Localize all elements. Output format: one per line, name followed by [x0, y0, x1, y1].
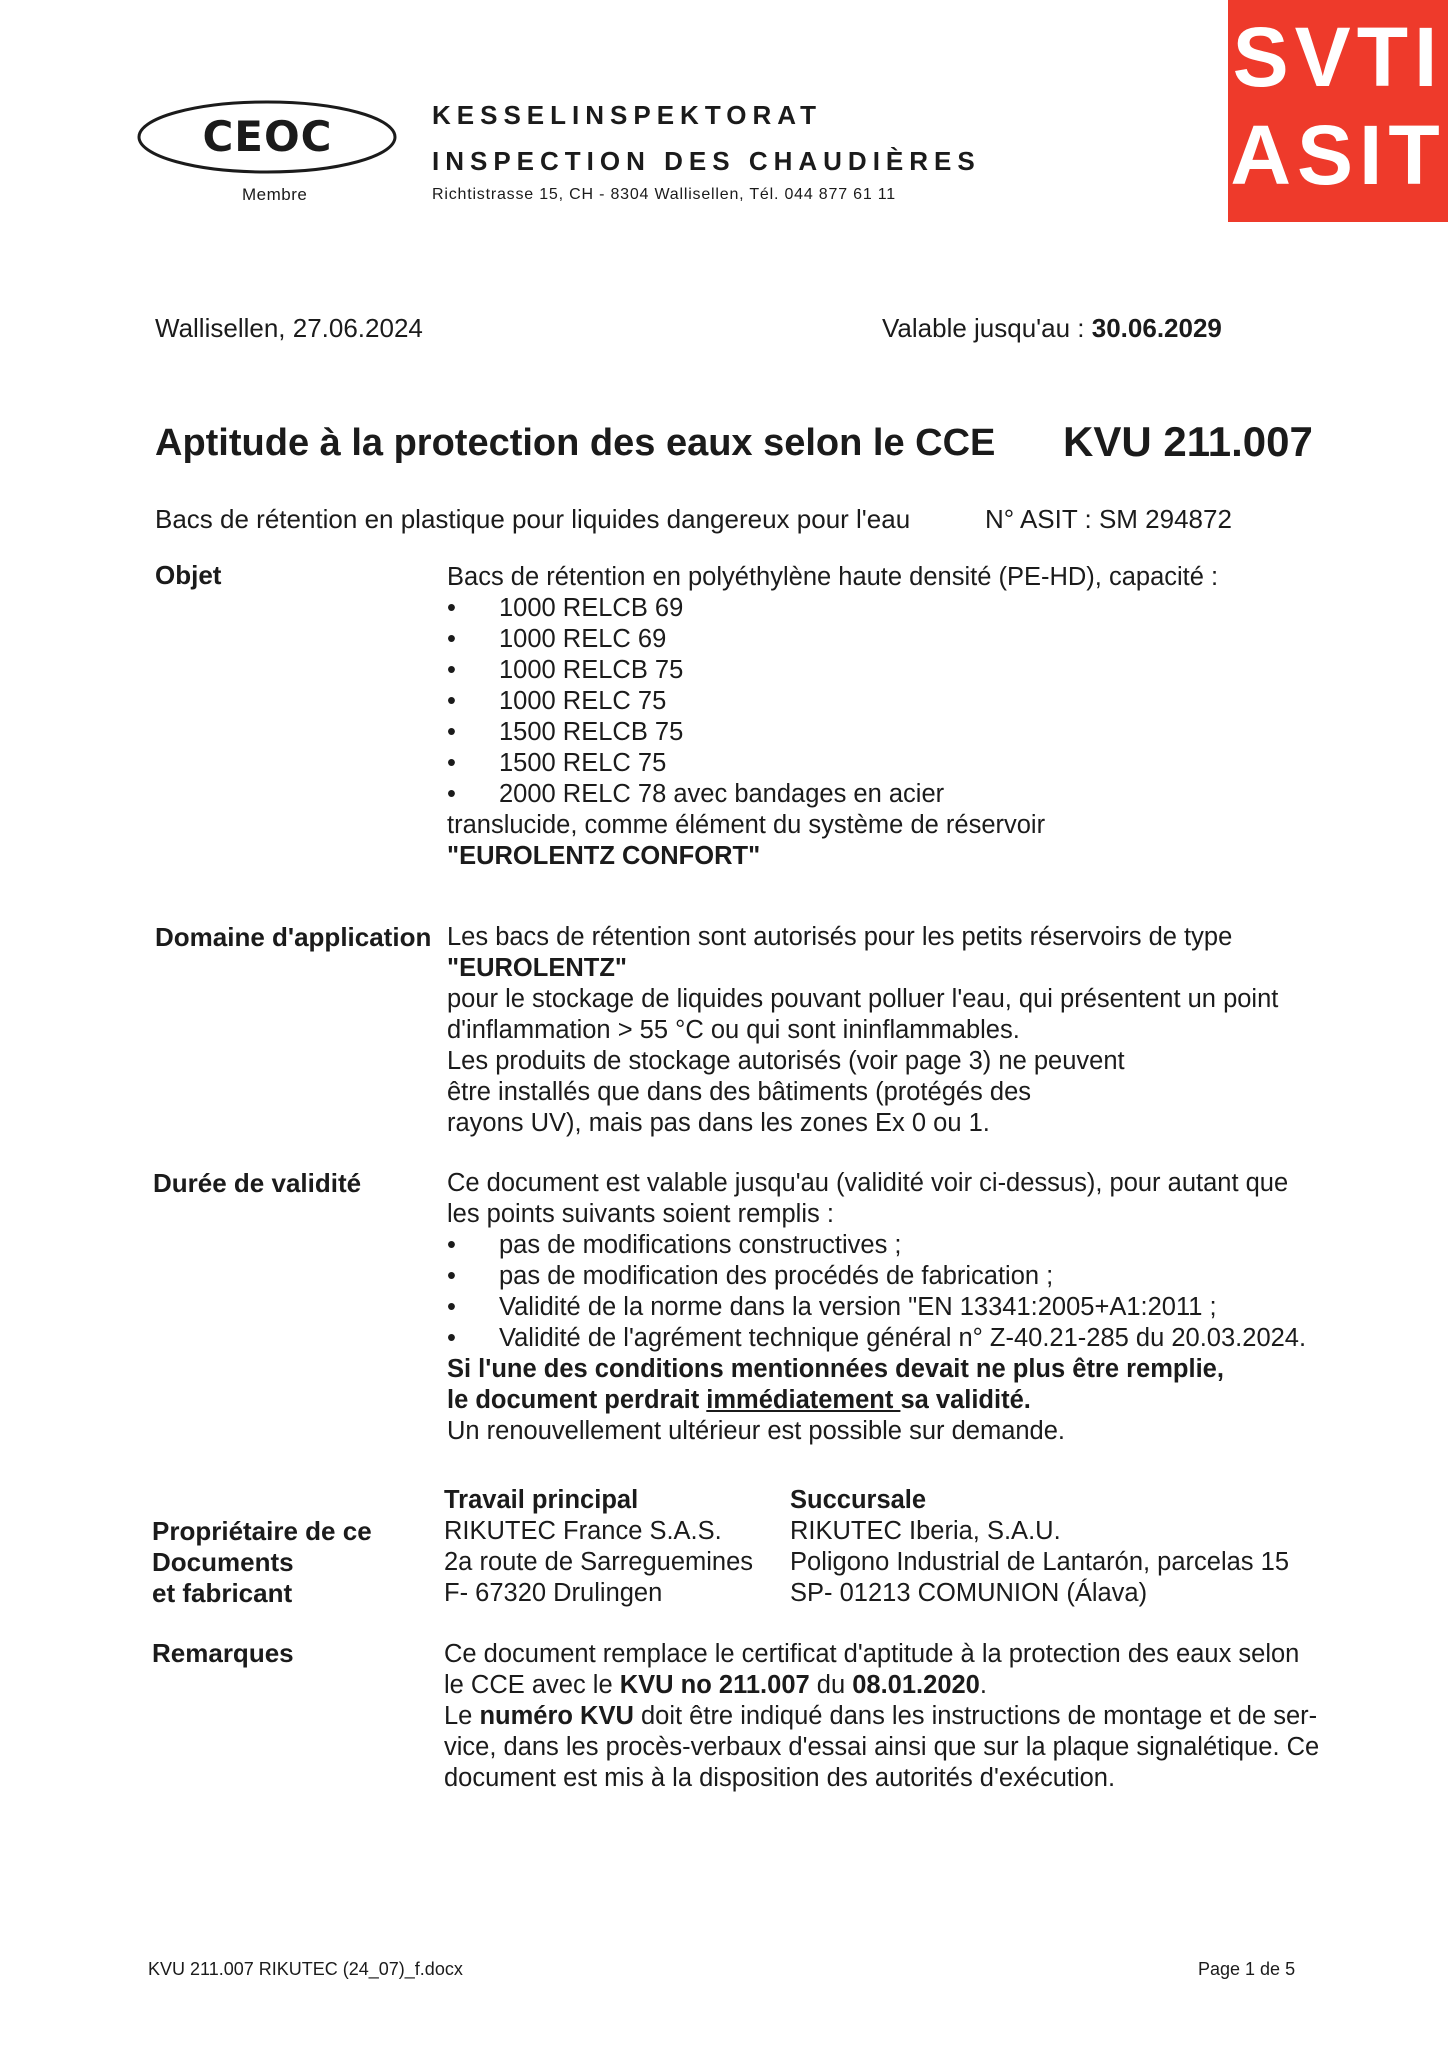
list-item: • pas de modifications constructives ; [447, 1230, 1367, 1261]
ceoc-logo [135, 98, 400, 176]
list-item: • 1000 RELC 75 [447, 686, 1347, 717]
duree-list [447, 1230, 1367, 1354]
domaine-type-name: "EUROLENTZ" [447, 954, 628, 982]
inspectorate-name-fr: INSPECTION DES CHAUDIÈRES [432, 146, 981, 176]
main-works-line2: 2a route de Sarreguemines [444, 1548, 754, 1576]
objet-line-after: translucide, comme élément du système de réservoir [447, 811, 1046, 839]
list-item: • 1000 RELCB 75 [447, 655, 1347, 686]
duree-bold2c: sa validité. [900, 1386, 1031, 1414]
duree-bold2b: immédiatement [706, 1386, 901, 1414]
list-item: • 1500 RELC 75 [447, 748, 1347, 779]
remarques-line3c: doit être indiqué dans les instructions de montage et de ser- [633, 1702, 1318, 1730]
remarques-kvu-ref: KVU no 211.007 [619, 1671, 810, 1699]
inspectorate-address: Richtistrasse 15, CH - 8304 Wallisellen, Tél. 044 877 61 11 [432, 186, 897, 203]
objet-system-name: "EUROLENTZ CONFORT" [447, 842, 761, 870]
list-item: • Validité de la norme dans la version "EN 13341:2005+A1:2011 ; [447, 1292, 1367, 1323]
remarques-line2e: . [979, 1671, 987, 1699]
inspectorate-name-de: KESSELINSPEKTORAT [432, 100, 822, 130]
proprietaire-label-line3: et fabricant [152, 1578, 293, 1608]
branch-line2: Poligono Industrial de Lantarón, parcelas 15 [790, 1548, 1290, 1576]
domaine-line5: Les produits de stockage autorisés (voir page 3) ne peuvent [447, 1047, 1125, 1075]
domaine-section [447, 922, 1347, 1139]
valid-until-date: 30.06.2029 [1091, 313, 1222, 343]
main-works-line1: RIKUTEC France S.A.S. [444, 1517, 722, 1545]
objet-label: Objet [155, 560, 222, 590]
branch-line1: RIKUTEC Iberia, S.A.U. [790, 1517, 1061, 1545]
remarques-line2c: du [809, 1671, 853, 1699]
valid-until [882, 313, 1222, 344]
duree-bold-line1: Si l'une des conditions mentionnées devait ne plus être remplie, [447, 1355, 1224, 1383]
ceoc-logo-text: CEOC [202, 112, 333, 161]
domaine-label: Domaine d'application [155, 922, 432, 952]
objet-list [447, 593, 1347, 810]
footer-filename: KVU 211.007 RIKUTEC (24_07)_f.docx [148, 1959, 463, 1979]
kvu-number: KVU 211.007 [1063, 418, 1313, 465]
remarques-line2a: le CCE avec le [444, 1671, 620, 1699]
remarques-line5: document est mis à la disposition des autorités d'exécution. [444, 1764, 1116, 1792]
list-item: • 1500 RELCB 75 [447, 717, 1347, 748]
duree-bold2a: le document perdrait [447, 1386, 707, 1414]
svti-logo-line1: SVTI [1232, 10, 1444, 104]
remarques-line3 [444, 1701, 1364, 1732]
duree-line2: les points suivants soient remplis : [447, 1200, 834, 1228]
proprietaire-label-line1: Propriétaire de ce [152, 1516, 372, 1546]
document-subtitle: Bacs de rétention en plastique pour liquides dangereux pour l'eau [155, 504, 911, 534]
list-item: • 2000 RELC 78 avec bandages en acier [447, 779, 1347, 810]
list-item: • 1000 RELC 69 [447, 624, 1347, 655]
remarques-section [444, 1639, 1364, 1794]
duree-line1: Ce document est valable jusqu'au (validité voir ci-dessus), pour autant que [447, 1169, 1289, 1197]
objet-section [447, 562, 1347, 872]
list-item: • Validité de l'agrément technique général n° Z-40.21-285 du 20.03.2024. [447, 1323, 1367, 1354]
main-works-header: Travail principal [444, 1486, 639, 1514]
objet-intro: Bacs de rétention en polyéthylène haute densité (PE-HD), capacité : [447, 563, 1219, 591]
footer-page-number: Page 1 de 5 [1198, 1959, 1296, 1979]
remarques-date-ref: 08.01.2020 [852, 1671, 980, 1699]
place-date: Wallisellen, 27.06.2024 [155, 313, 423, 343]
domaine-line3: pour le stockage de liquides pouvant polluer l'eau, qui présentent un point [447, 985, 1279, 1013]
list-item: • pas de modification des procédés de fabrication ; [447, 1261, 1367, 1292]
remarques-line4: vice, dans les procès-verbaux d'essai ainsi que sur la plaque signalétique. Ce [444, 1733, 1320, 1761]
domaine-line1: Les bacs de rétention sont autorisés pour les petits réservoirs de type [447, 923, 1233, 951]
remarques-label: Remarques [152, 1638, 294, 1668]
duree-line-last: Un renouvellement ultérieur est possible sur demande. [447, 1417, 1066, 1445]
branch-header: Succursale [790, 1486, 927, 1514]
domaine-line7: rayons UV), mais pas dans les zones Ex 0 ou 1. [447, 1109, 990, 1137]
valid-until-label: Valable jusqu'au : [882, 313, 1085, 343]
list-item: • 1000 RELCB 69 [447, 593, 1347, 624]
asit-number: N° ASIT : SM 294872 [985, 504, 1232, 534]
remarques-kvu-label: numéro KVU [479, 1702, 634, 1730]
remarques-line3a: Le [444, 1702, 480, 1730]
proprietaire-label [152, 1516, 372, 1609]
main-works-column [444, 1485, 784, 1609]
branch-column [790, 1485, 1350, 1609]
remarques-line2 [444, 1670, 1364, 1701]
svti-asit-logo [1228, 0, 1448, 222]
domaine-line6: être installés que dans des bâtiments (protégés des [447, 1078, 1032, 1106]
ceoc-member-label: Membre [242, 185, 308, 204]
svti-logo-line2: ASIT [1230, 108, 1446, 202]
document-title: Aptitude à la protection des eaux selon le CCE [155, 422, 996, 464]
duree-label: Durée de validité [153, 1168, 362, 1198]
main-works-line3: F- 67320 Drulingen [444, 1579, 663, 1607]
duree-bold-line2 [447, 1385, 1367, 1416]
remarques-line1: Ce document remplace le certificat d'aptitude à la protection des eaux selon [444, 1640, 1300, 1668]
branch-line3: SP- 01213 COMUNION (Álava) [790, 1579, 1148, 1607]
domaine-line4: d'inflammation > 55 °C ou qui sont ininflammables. [447, 1016, 1020, 1044]
duree-section [447, 1168, 1367, 1447]
proprietaire-label-line2: Documents [152, 1547, 294, 1577]
